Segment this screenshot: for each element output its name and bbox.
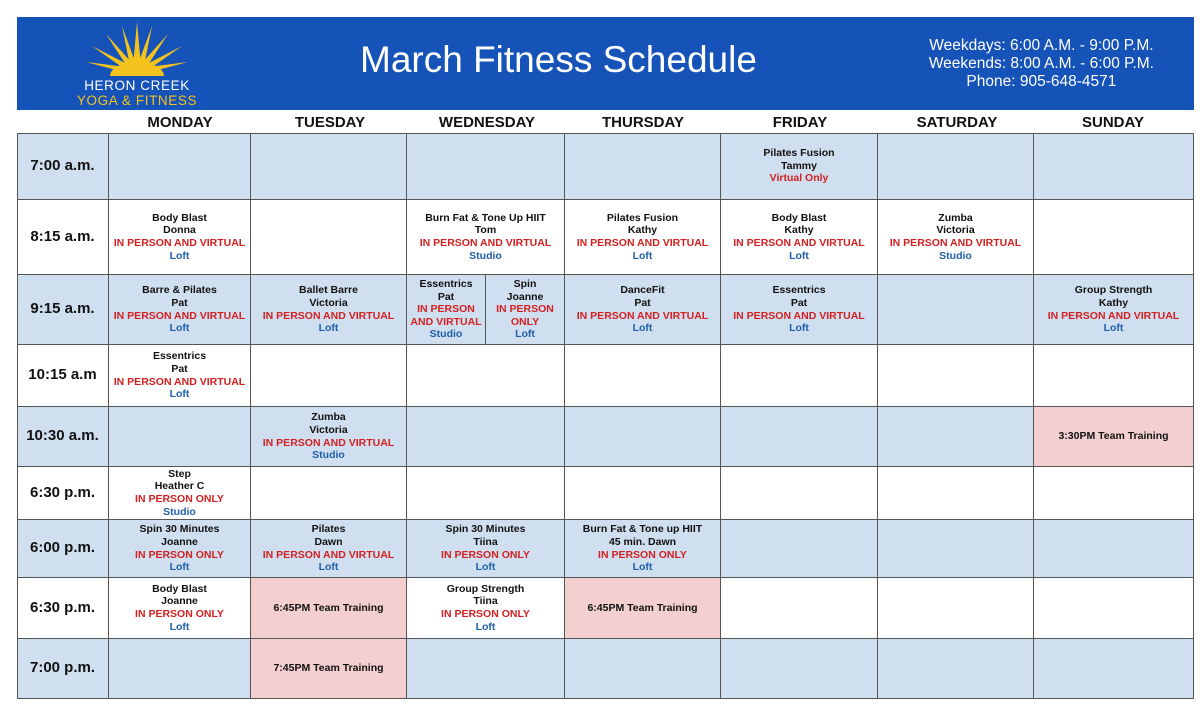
- class-line: Tammy: [781, 159, 817, 172]
- class-line: Studio: [939, 249, 972, 262]
- empty-cell: [565, 407, 721, 467]
- empty-cell: [1034, 578, 1194, 639]
- empty-cell: [251, 133, 407, 200]
- empty-cell: [721, 345, 878, 407]
- class-line: Body Blast: [152, 211, 207, 224]
- class-cell: [251, 407, 407, 467]
- class-line: Loft: [169, 388, 190, 401]
- class-cell: [109, 275, 251, 345]
- class-cell: [109, 200, 251, 275]
- class-line: Ballet Barre: [299, 284, 358, 297]
- class-line: IN PERSON AND VIRTUAL: [576, 237, 709, 249]
- class-line: Kathy: [1098, 296, 1129, 309]
- empty-cell: [1034, 345, 1194, 407]
- class-line: Loft: [169, 249, 190, 262]
- class-line: Loft: [169, 322, 190, 335]
- empty-cell: [251, 200, 407, 275]
- class-cell: [721, 133, 878, 200]
- class-line: Loft: [515, 328, 535, 341]
- class-line: Victoria: [309, 423, 348, 436]
- class-line: Loft: [789, 322, 809, 335]
- empty-cell: [878, 275, 1034, 345]
- class-line: IN PERSON ONLY: [441, 608, 530, 620]
- empty-cell: [565, 133, 721, 200]
- class-line: IN PERSON AND VIRTUAL: [262, 436, 395, 449]
- class-line: Spin 30 Minutes: [139, 523, 220, 536]
- empty-cell: [878, 407, 1034, 467]
- class-cell: [878, 200, 1034, 275]
- class-line: Step: [168, 467, 191, 480]
- class-line: Dawn: [314, 535, 343, 548]
- day-header-friday: FRIDAY: [772, 114, 828, 131]
- class-cell: [1034, 275, 1194, 345]
- class-line: Loft: [318, 561, 339, 574]
- class-cell: [109, 578, 251, 639]
- class-line: Heather C: [154, 480, 205, 493]
- class-line: Studio: [429, 328, 463, 341]
- class-line: IN PERSON ONLY: [598, 548, 687, 561]
- class-line: Loft: [169, 620, 190, 633]
- empty-cell: [878, 133, 1034, 200]
- class-cell: [407, 520, 565, 578]
- class-cell: [251, 639, 407, 699]
- class-line: IN PERSON AND VIRTUAL: [1047, 309, 1180, 322]
- class-line: Loft: [632, 561, 653, 574]
- day-header-tuesday: TUESDAY: [294, 114, 366, 131]
- class-cell: [109, 520, 251, 578]
- time-slot: 6:30 p.m.: [17, 578, 109, 639]
- empty-cell: [878, 578, 1034, 639]
- class-cell: [721, 275, 878, 345]
- class-cell: [565, 275, 721, 345]
- time-slot: 9:15 a.m.: [17, 275, 109, 345]
- class-line: Pat: [171, 296, 188, 309]
- class-cell: [565, 200, 721, 275]
- class-cell: [1034, 407, 1194, 467]
- class-line: Pat: [171, 362, 188, 375]
- empty-cell: [1034, 467, 1194, 520]
- class-line: IN PERSON AND VIRTUAL: [262, 548, 395, 561]
- time-slot: 6:30 p.m.: [17, 467, 109, 520]
- class-line: IN PERSON ONLY: [135, 608, 224, 620]
- class-line: Burn Fat & Tone Up HIIT: [425, 211, 546, 224]
- class-cell: [721, 200, 878, 275]
- class-line: Essentrics: [419, 278, 473, 291]
- class-line: Tiina: [473, 535, 498, 548]
- class-line: Spin 30 Minutes: [445, 523, 526, 536]
- class-line: Loft: [169, 561, 190, 574]
- class-line: IN PERSON AND VIRTUAL: [113, 375, 246, 388]
- class-line: Body Blast: [771, 211, 827, 224]
- page-title: March Fitness Schedule: [360, 39, 757, 80]
- class-line: Loft: [632, 249, 653, 262]
- class-line: Joanne: [161, 535, 198, 548]
- phone-number: Phone: 905-648-4571: [966, 73, 1117, 90]
- class-cell: [565, 578, 721, 639]
- class-line: Kathy: [627, 224, 658, 237]
- time-slot: 6:00 p.m.: [17, 520, 109, 578]
- class-cell: [407, 275, 486, 345]
- class-line: IN PERSON AND VIRTUAL: [113, 237, 246, 249]
- empty-cell: [878, 520, 1034, 578]
- empty-cell: [1034, 133, 1194, 200]
- class-line: AND VIRTUAL: [410, 315, 482, 328]
- empty-cell: [109, 639, 251, 699]
- class-line: IN PERSON: [417, 303, 475, 316]
- class-line: Loft: [475, 620, 496, 633]
- sun-icon: [86, 22, 188, 78]
- empty-cell: [565, 345, 721, 407]
- empty-cell: [251, 345, 407, 407]
- empty-cell: [721, 578, 878, 639]
- class-line: Group Strength: [1074, 284, 1153, 297]
- class-line: Virtual Only: [769, 172, 829, 185]
- empty-cell: [878, 639, 1034, 699]
- class-line: Burn Fat & Tone up HIIT: [582, 523, 703, 536]
- class-cell: [251, 520, 407, 578]
- schedule-header: [17, 17, 1194, 110]
- class-line: Studio: [469, 249, 502, 262]
- day-header-saturday: SATURDAY: [916, 114, 998, 131]
- empty-cell: [407, 133, 565, 200]
- class-line: Group Strength: [446, 582, 525, 595]
- class-line: IN PERSON ONLY: [135, 548, 224, 561]
- class-line: IN PERSON: [496, 303, 554, 316]
- class-line: Loft: [632, 322, 653, 335]
- class-line: Joanne: [161, 595, 198, 608]
- day-header-thursday: THURSDAY: [602, 114, 684, 131]
- class-cell: [109, 467, 251, 520]
- class-cell: [251, 578, 407, 639]
- time-slot: 10:30 a.m.: [17, 407, 109, 467]
- class-line: Loft: [789, 249, 809, 262]
- time-slot: 7:00 a.m.: [17, 133, 109, 200]
- class-line: IN PERSON AND VIRTUAL: [419, 237, 552, 249]
- empty-cell: [109, 133, 251, 200]
- class-line: 6:45PM Team Training: [273, 601, 384, 614]
- class-line: IN PERSON ONLY: [441, 548, 530, 561]
- time-slot: 8:15 a.m.: [17, 200, 109, 275]
- class-line: Pilates: [311, 523, 346, 536]
- class-line: Pat: [634, 296, 651, 309]
- empty-cell: [407, 639, 565, 699]
- class-line: Victoria: [309, 296, 348, 309]
- class-line: IN PERSON ONLY: [135, 493, 224, 505]
- day-header-row: [0, 110, 1200, 133]
- empty-cell: [1034, 520, 1194, 578]
- class-line: IN PERSON AND VIRTUAL: [889, 237, 1022, 249]
- day-header-sunday: SUNDAY: [1082, 114, 1144, 131]
- class-cell: [565, 520, 721, 578]
- empty-cell: [251, 467, 407, 520]
- weekend-hours: Weekends: 8:00 A.M. - 6:00 P.M.: [928, 55, 1154, 72]
- class-line: Pat: [437, 290, 455, 303]
- class-cell: [109, 345, 251, 407]
- class-cell: [407, 200, 565, 275]
- time-slot: 7:00 p.m.: [17, 639, 109, 699]
- class-line: Pat: [790, 296, 808, 309]
- empty-cell: [721, 467, 878, 520]
- empty-cell: [721, 407, 878, 467]
- class-line: 6:45PM Team Training: [587, 601, 698, 614]
- class-line: Loft: [318, 322, 339, 335]
- empty-cell: [878, 467, 1034, 520]
- empty-cell: [565, 639, 721, 699]
- empty-cell: [721, 639, 878, 699]
- hours-info: [929, 37, 1154, 91]
- class-line: Studio: [163, 505, 196, 518]
- class-line: DanceFit: [620, 284, 665, 297]
- class-line: IN PERSON AND VIRTUAL: [733, 237, 865, 249]
- class-line: IN PERSON AND VIRTUAL: [113, 309, 246, 322]
- time-slot: 10:15 a.m: [17, 345, 109, 407]
- class-line: ONLY: [510, 315, 540, 328]
- class-line: Barre & Pilates: [142, 284, 217, 297]
- class-line: 7:45PM Team Training: [273, 662, 384, 675]
- class-line: Loft: [1103, 322, 1124, 335]
- class-line: Pilates Fusion: [763, 147, 835, 160]
- class-cell: [407, 578, 565, 639]
- class-line: 45 min. Dawn: [608, 535, 677, 548]
- class-line: Essentrics: [152, 350, 207, 363]
- class-line: 3:30PM Team Training: [1058, 430, 1169, 443]
- class-line: Zumba: [311, 411, 346, 424]
- class-line: IN PERSON AND VIRTUAL: [262, 309, 395, 322]
- class-line: Body Blast: [152, 582, 207, 595]
- logo-name: HERON CREEK: [84, 78, 190, 93]
- class-line: Tiina: [473, 595, 498, 608]
- empty-cell: [878, 345, 1034, 407]
- day-header-monday: MONDAY: [147, 114, 213, 131]
- class-line: Pilates Fusion: [606, 211, 679, 224]
- logo-subtitle: YOGA & FITNESS: [76, 93, 198, 108]
- class-line: Loft: [475, 561, 496, 574]
- empty-cell: [407, 407, 565, 467]
- class-line: Joanne: [506, 290, 544, 303]
- empty-cell: [407, 345, 565, 407]
- class-line: IN PERSON AND VIRTUAL: [733, 309, 865, 322]
- class-line: Donna: [163, 224, 196, 237]
- heron-creek-logo: [62, 22, 212, 107]
- class-line: Zumba: [938, 211, 973, 224]
- class-cell: [486, 275, 565, 345]
- class-line: Victoria: [936, 224, 975, 237]
- empty-cell: [407, 467, 565, 520]
- empty-cell: [565, 467, 721, 520]
- empty-cell: [721, 520, 878, 578]
- empty-cell: [1034, 200, 1194, 275]
- class-line: Spin: [513, 278, 537, 291]
- class-line: IN PERSON AND VIRTUAL: [576, 309, 709, 322]
- class-line: Tom: [474, 224, 497, 237]
- class-line: Essentrics: [772, 284, 826, 297]
- empty-cell: [1034, 639, 1194, 699]
- class-line: Kathy: [784, 224, 814, 237]
- day-header-wednesday: WEDNESDAY: [438, 114, 536, 131]
- empty-cell: [109, 407, 251, 467]
- weekday-hours: Weekdays: 6:00 A.M. - 9:00 P.M.: [929, 37, 1154, 54]
- class-cell: [251, 275, 407, 345]
- class-line: Studio: [312, 449, 345, 462]
